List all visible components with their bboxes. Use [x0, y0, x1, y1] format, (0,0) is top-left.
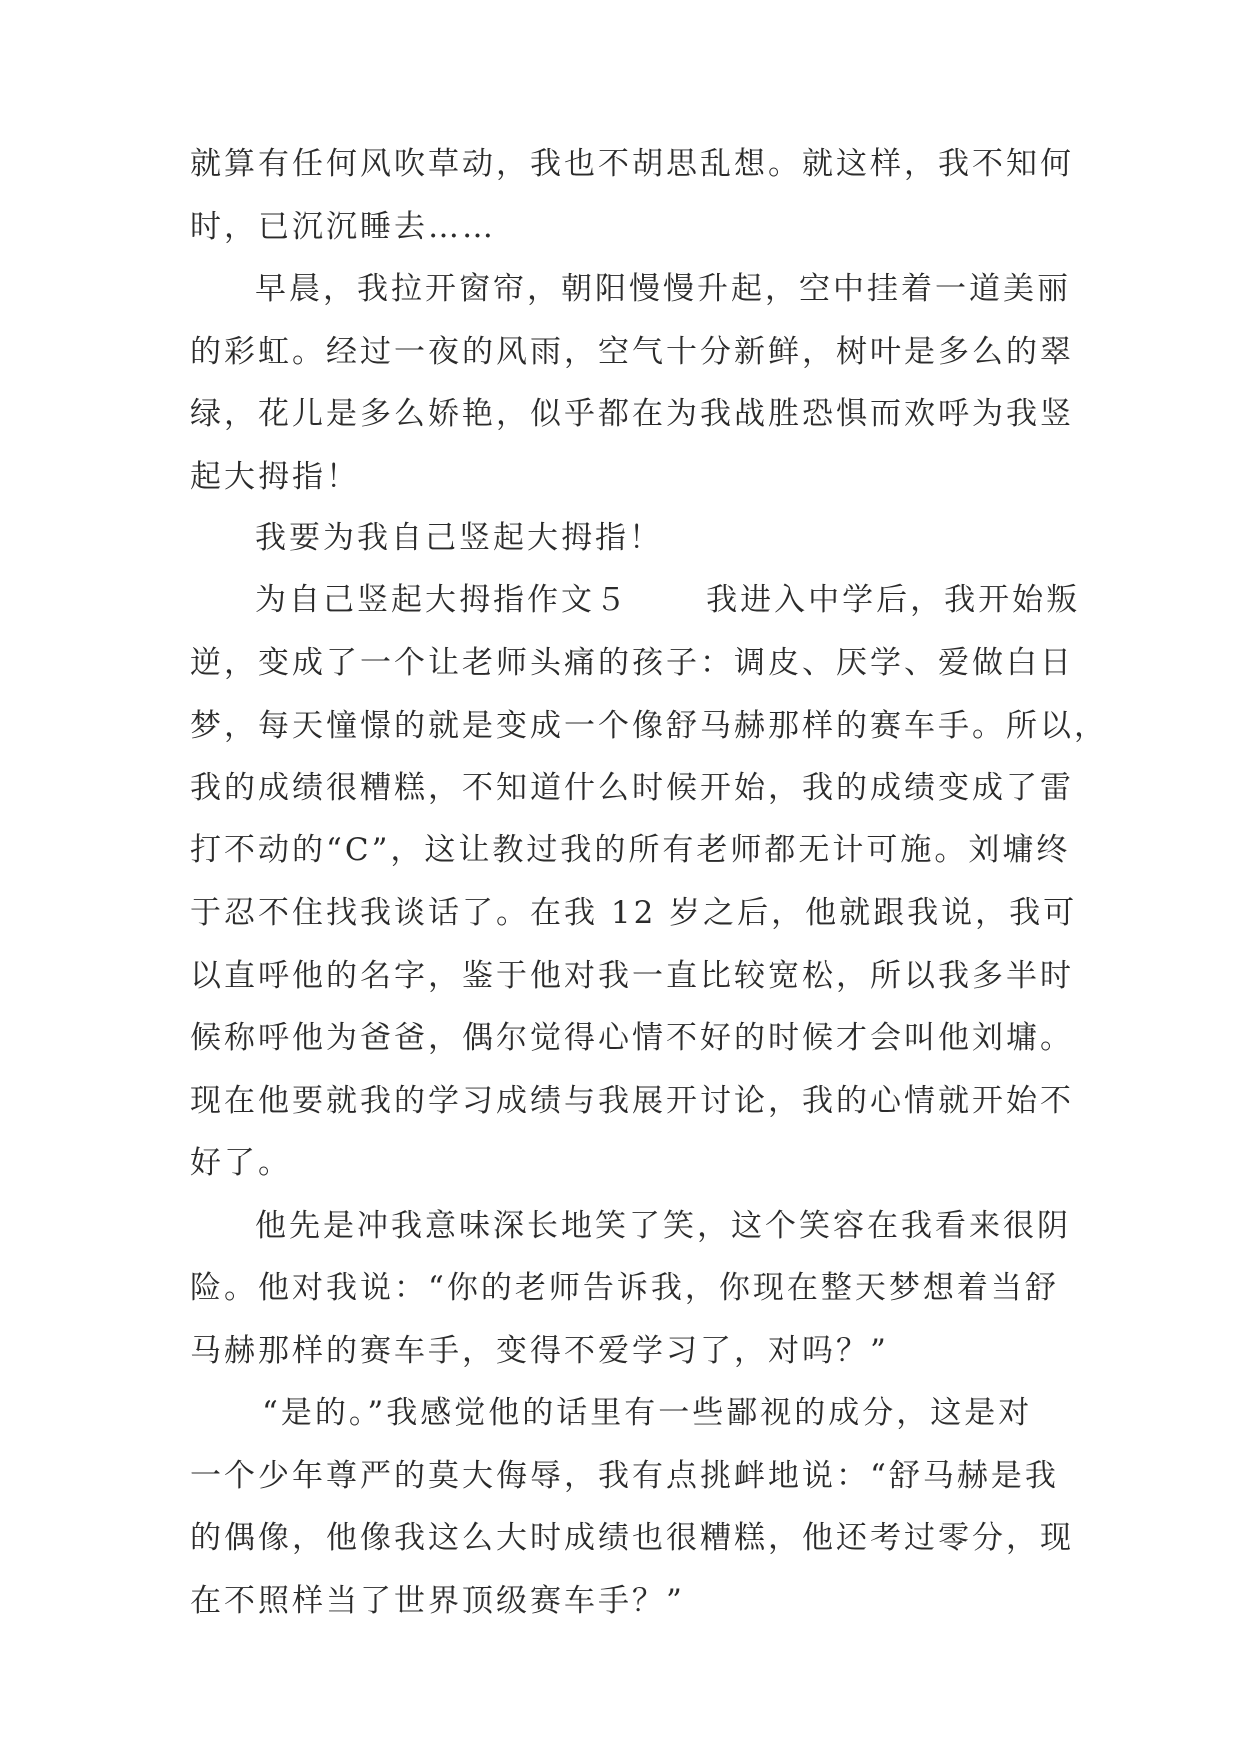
text-line: “是的。”我感觉他的话里有一些鄙视的成分，这是对 [262, 1395, 1033, 1431]
text-line: 以直呼他的名字，鉴于他对我一直比较宽松，所以我多半时 [190, 958, 1074, 994]
text-line: 的偶像，他像我这么大时成绩也很糟糕，他还考过零分，现 [190, 1520, 1074, 1556]
text-line: 他先是冲我意味深长地笑了笑，这个笑容在我看来很阴 [255, 1208, 1071, 1244]
text-line: 险。他对我说：“你的老师告诉我，你现在整天梦想着当舒 [190, 1270, 1059, 1306]
text-line: 梦，每天憧憬的就是变成一个像舒马赫那样的赛车手。所以， [190, 708, 1108, 744]
text-line: 逆，变成了一个让老师头痛的孩子：调皮、厌学、爱做白日 [190, 645, 1074, 681]
text-line: 现在他要就我的学习成绩与我展开讨论，我的心情就开始不 [190, 1083, 1074, 1119]
text-line: 于忍不住找我谈话了。在我 12 岁之后，他就跟我说，我可 [190, 895, 1078, 931]
text-line: 马赫那样的赛车手，变得不爱学习了，对吗？” [190, 1333, 889, 1369]
text-line: 在不照样当了世界顶级赛车手？” [190, 1583, 685, 1619]
text-line: 绿，花儿是多么娇艳，似乎都在为我战胜恐惧而欢呼为我竖 [190, 396, 1074, 432]
text-line: 时，已沉沉睡去…… [190, 209, 496, 245]
text-line: 的彩虹。经过一夜的风雨，空气十分新鲜，树叶是多么的翠 [190, 334, 1074, 370]
text-line: 一个少年尊严的莫大侮辱，我有点挑衅地说：“舒马赫是我 [190, 1458, 1059, 1494]
text-line: 为自己竖起大拇指作文５ 我进入中学后，我开始叛 [255, 582, 1081, 618]
text-line: 我的成绩很糟糕，不知道什么时候开始，我的成绩变成了雷 [190, 770, 1074, 806]
text-line: 打不动的“C”，这让教过我的所有老师都无计可施。刘墉终 [190, 832, 1071, 868]
text-line: 好了。 [190, 1145, 292, 1181]
text-line: 就算有任何风吹草动，我也不胡思乱想。就这样，我不知何 [190, 146, 1074, 182]
text-line: 候称呼他为爸爸，偶尔觉得心情不好的时候才会叫他刘墉。 [190, 1020, 1074, 1056]
text-line: 早晨，我拉开窗帘，朝阳慢慢升起，空中挂着一道美丽 [255, 271, 1071, 307]
text-line: 我要为我自己竖起大拇指！ [255, 520, 663, 556]
text-line: 起大拇指！ [190, 459, 360, 495]
